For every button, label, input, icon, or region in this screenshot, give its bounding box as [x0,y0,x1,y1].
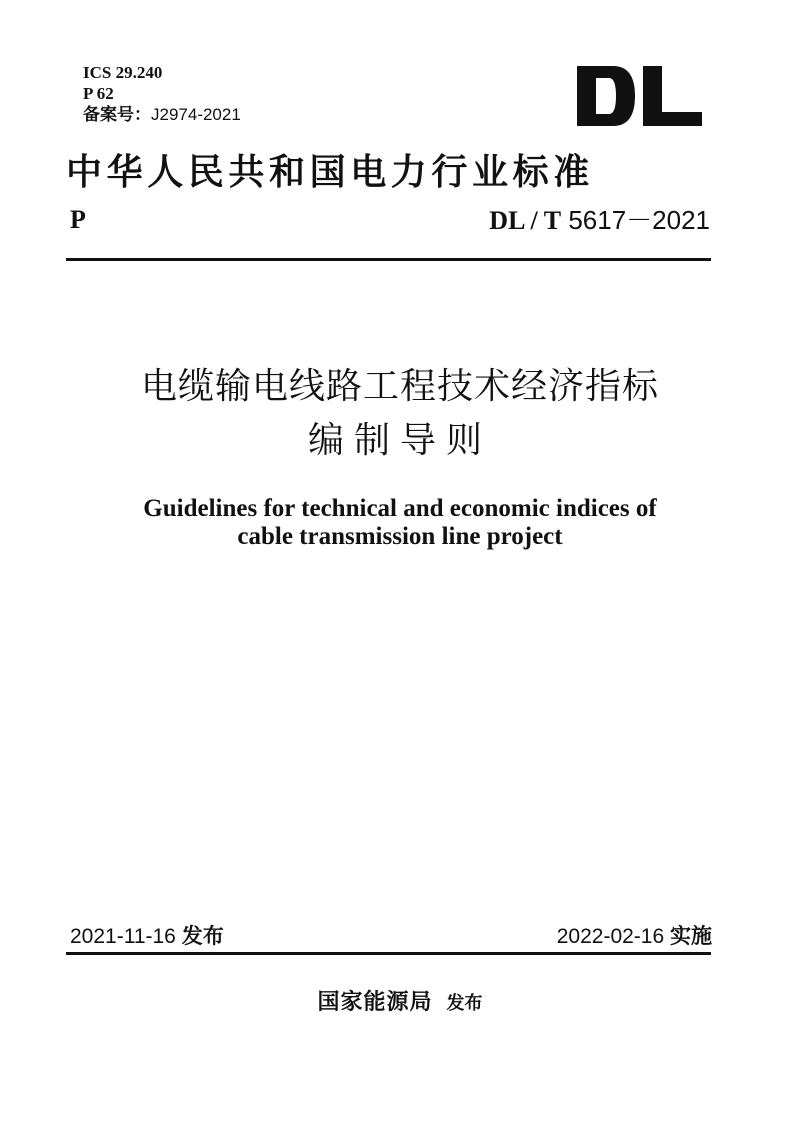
standard-code [489,204,710,237]
record-number-label: 备案号： [83,105,151,125]
ics-code: ICS 29.240 [83,63,163,82]
implementation-date [557,922,712,951]
implementation-date-value: 2022-02-16 [556,925,665,948]
title-zh-line1: 电缆输电线路工程技术经济指标 [140,366,659,407]
standard-code-number: 5617－2021 [568,205,710,235]
standard-metadata [83,62,241,126]
title-en-line1: Guidelines for technical and economic indices of [143,495,657,522]
publisher [0,988,800,1018]
record-number-value: J2974-2021 [151,105,241,124]
publisher-name: 国家能源局 [317,989,433,1015]
title-zh-line2: 编制导则 [307,420,492,461]
standard-code-prefix: DL / T [489,206,562,235]
publisher-action: 发布 [446,993,483,1014]
ccs-code: P 62 [83,84,114,103]
record-number [83,104,241,126]
header-divider [66,258,711,261]
implementation-date-label: 实施 [670,924,712,948]
classification-code: P [70,205,86,234]
org-title: 中华人民共和国电力行业标准 [66,151,594,193]
dl-logo [577,66,702,126]
issue-date-label: 发布 [181,924,224,948]
issue-date [70,922,224,951]
footer-divider [66,952,711,955]
title-en-line2: cable transmission line project [237,523,563,550]
issue-date-value: 2021-11-16 [70,925,176,948]
